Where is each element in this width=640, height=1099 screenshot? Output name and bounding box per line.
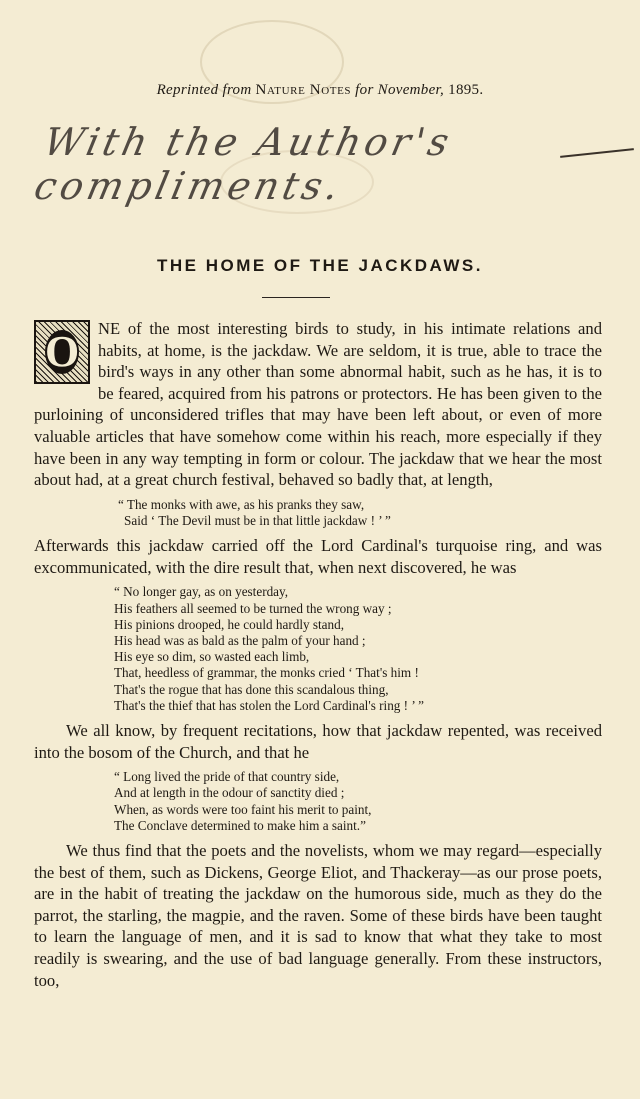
paragraph-1-text: NE of the most interesting birds to study, in his intimate relations and habits, at home, is the jackdaw. We are seldom, it is true, able to trace the bird's ways in any other than some abnormal habit, such as he has, it is to be feared, acquired from his patrons or protectors. He has been given to the purloining of unconsidered trifles that may have been left about, or even of more valuable articles that have somehow come within his reach, more especially if they have been in any way tempting in form or colour. The jackdaw that we hear the most about had, at a great church festival, behaved so badly that, at length, (34, 319, 602, 490)
drop-cap-initial (34, 320, 90, 384)
year-text: 1895. (448, 82, 484, 98)
drop-cap-letter: O (45, 327, 80, 376)
handwritten-inscription: With the Author's compliments. (30, 120, 457, 208)
title-rule (262, 297, 330, 298)
journal-name: Nature Notes (255, 82, 352, 98)
verse-line: And at length in the odour of sanctity died ; (114, 785, 345, 801)
paragraph-2: Afterwards this jackdaw carried off the Lord Cardinal's turquoise ring, and was excommunicated, with the dire result that, when next discovered, he was (34, 536, 602, 577)
paragraph-4: We thus find that the poets and the novelists, whom we may regard—especially the best of them, such as Dickens, George Eliot, and Thackeray—as our prose poets, are in the habit of treating the jackdaw on the humorous side, much as they do the parrot, the starling, the magpie, and the raven. Some of these birds have been taught to learn the language of men, and it is sad to know that what they take to most readily is swearing, and the use of bad language generally. From these instructors, too, (34, 840, 602, 990)
verse-line: That, heedless of grammar, the monks cried ‘ That's him ! (114, 665, 419, 681)
paragraph-1 (34, 318, 602, 491)
verse-2 (114, 584, 602, 714)
verse-line: The Conclave determined to make him a saint.” (114, 817, 366, 833)
verse-line: That's the thief that has stolen the Lord Cardinal's ring ! ’ ” (114, 697, 424, 713)
verse-3 (114, 769, 602, 834)
month-text: November, (377, 82, 445, 98)
reprinted-from-text: Reprinted from (156, 82, 252, 98)
verse-line: His head was as bald as the palm of your hand ; (114, 632, 366, 648)
verse-line: When, as words were too faint his merit to paint, (114, 801, 372, 817)
reprint-notice (0, 82, 640, 99)
verse-line: His feathers all seemed to be turned the wrong way ; (114, 600, 392, 616)
verse-line: His eye so dim, so wasted each limb, (114, 649, 310, 665)
for-text: for (355, 82, 374, 98)
verse-line: “ No longer gay, as on yesterday, (114, 584, 289, 600)
verse-line: His pinions drooped, he could hardly stand, (114, 616, 345, 632)
verse-1 (118, 497, 602, 529)
article-body (34, 318, 602, 991)
verse-line: “ Long lived the pride of that country side, (114, 769, 340, 785)
paragraph-3: We all know, by frequent recitations, how that jackdaw repented, was received into the bosom of the Church, and that he (34, 720, 602, 762)
article-title: THE HOME OF THE JACKDAWS. (156, 256, 483, 275)
verse-line: Said ‘ The Devil must be in that little jackdaw ! ’ ” (124, 512, 391, 528)
verse-line: “ The monks with awe, as his pranks they saw, (118, 496, 365, 512)
verse-line: That's the rogue that has done this scandalous thing, (114, 681, 389, 697)
